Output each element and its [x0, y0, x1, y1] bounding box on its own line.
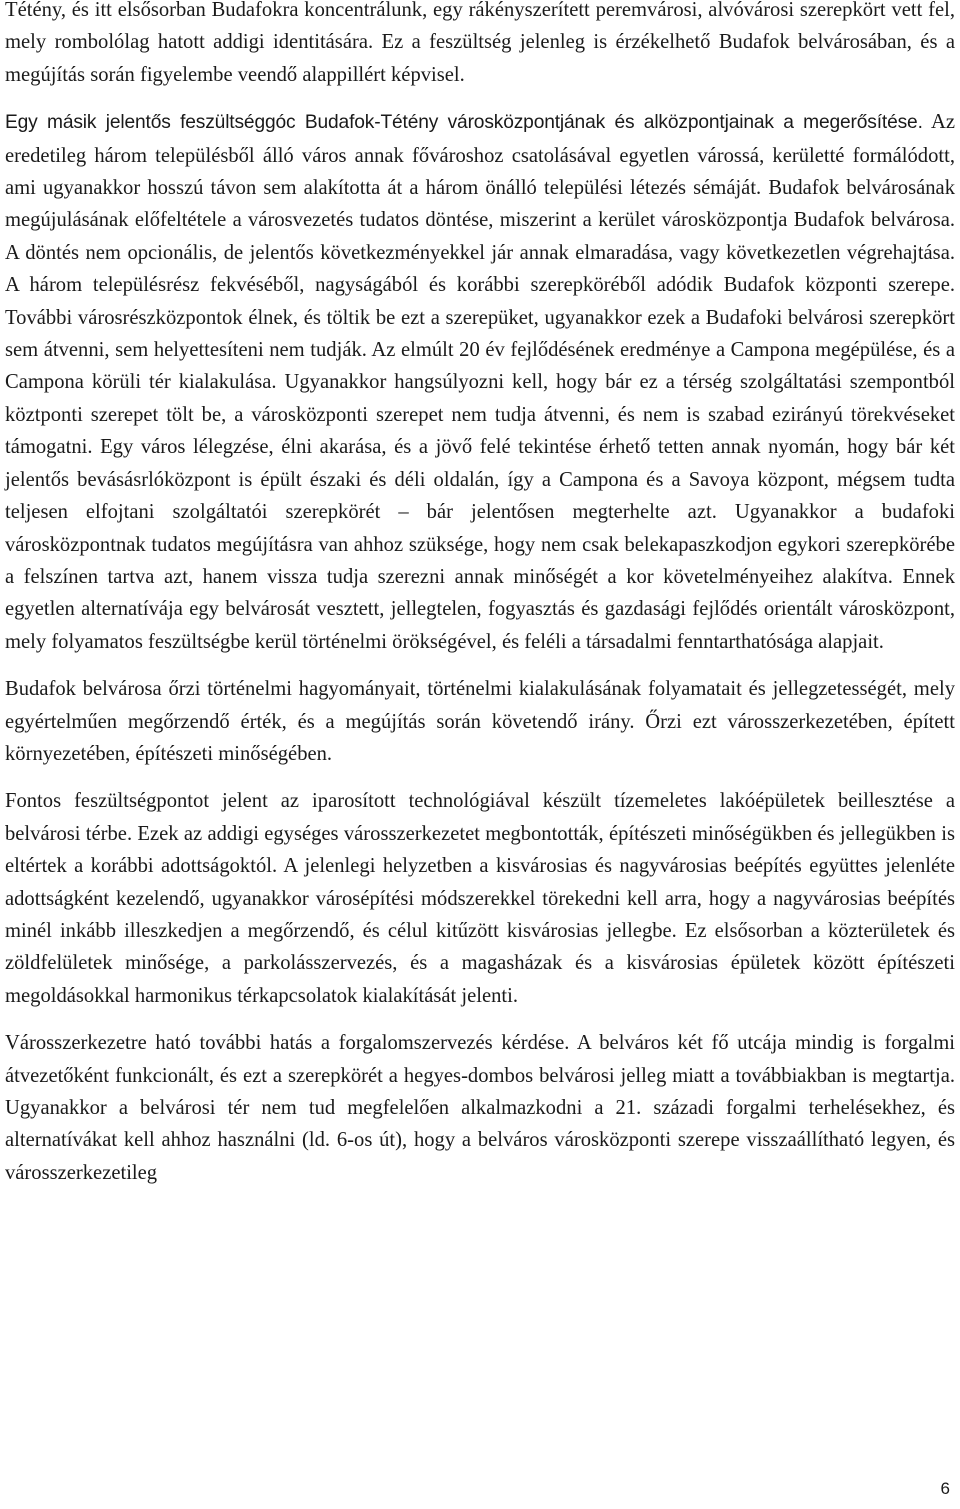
paragraph-2-body: Az eredetileg három településből álló város annak fővároshoz csatolásával egyetlen várossá, kerületté formálódott, ami ugyanakkor hosszú távon sem alakította át a három önálló települési létezés sémáját. Budafok belvárosának megújulásának előfeltétele a városvezetés tudatos döntése, miszerint a kerület városközpontja Budafok belvárosa. A döntés nem opcionális, de jelentős következményekkel jár annak elmaradása, vagy következetlen végrehajtása. A három településrész fekvéséből, nagyságából és korábbi szerepköréből adódik Budafok központi szerepe. További városrészközpontok élnek, és töltik be ezt a szerepüket, ugyanakkor ezek a Budafoki belvárosi szerepkört sem átvenni, sem helyettesíteni nem tudják. Az elmúlt 20 év fejlődésének eredménye a Campona megépülése, és a Campona körüli tér kialakulása. Ugyanakkor hangsúlyozni kell, hogy bár ez a térség szolgáltatási szempontból köztponti szerepet tölt be, a városközponti szerepet nem tudja átvenni, és nem is szabad ezirányú törekvéseket támogatni. Egy város lélegzése, élni akarása, és a jövő felé tekintése érhető tetten annak nyomán, hogy bár két jelentős bevásásrlóközpont is épült északi és déli oldalán, így a Campona és a Savoya központ, mégsem tudta teljesen elfojtani szolgáltatói szerepkörét – bár jelentősen megterhelte azt. Ugyanakkor a budafoki városközpontnak tudatos megújításra van ahhoz szüksége, hogy nem csak belekapaszkodjon egykori szerepkörébe a felszínen tartva azt, hanem vissza tudja szerezni annak minőségét a kor követelményeihez alakítva. Ennek egyetlen alternatívája egy belvárosát vesztett, jellegtelen, fogyasztás és gazdasági fejlődés orientált városközpont, mely folyamatos feszültségbe kerül történelmi örökségével, és feléli a társadalmi fenntarthatósága alapjait.	[5, 111, 956, 653]
page-number: 6	[940, 1479, 950, 1498]
paragraph-2	[5, 106, 955, 658]
document-page	[5, 0, 955, 1189]
paragraph-4: Fontos feszültségpontot jelent az iparosított technológiával készült tízemeletes lakóépületek beillesztése a belvárosi térbe. Ezek az addigi egységes városszerkezetet megbontották, építészeti minőségükben és jellegükben is eltértek a korábbi adottságoktól. A jelenlegi helyzetben a kisvárosias és nagyvárosias beépítés együttes jelenléte adottságként kezelendő, ugyanakkor városépítési módszerekkel törekedni kell arra, hogy a nagyvárosias beépítés minél inkább illeszkedjen a megőrzendő, és célul kitűzött kisvárosias jellegbe. Ez elsősorban a közterületek és zöldfelületek minősége, a parkolásszervezés, és a magasházak és a kisvárosias épületek között építészeti megoldásokkal harmonikus térkapcsolatok kialakítását jelenti.	[5, 790, 955, 1007]
paragraph-2-lead: Egy másik jelentős feszültséggóc Budafok-Tétény városközpontjának és alközpontjainak a megerősítése.	[5, 112, 923, 134]
paragraph-3: Budafok belvárosa őrzi történelmi hagyományait, történelmi kialakulásának folyamatait és jellegzetességét, mely egyértelműen megőrzendő érték, és a megújítás során követendő irány. Őrzi ezt városszerkezetében, épített környezetében, építészeti minőségében.	[5, 678, 955, 765]
paragraph-1: Tétény, és itt elsősorban Budafokra koncentrálunk, egy rákényszerített peremvárosi, alvóvárosi szerepkört vett fel, mely rombolólag hatott addigi identitására. Ez a feszültség jelenleg is érzékelhető Budafok belvárosában, és a megújítás során figyelembe veendő alappillért képvisel.	[5, 0, 955, 86]
paragraph-5: Városszerkezetre ható további hatás a forgalomszervezés kérdése. A belváros két fő utcája mindig is forgalmi átvezetőként funkcionált, és ezt a szerepkörét a hegyes-dombos belvárosi jelleg miatt a továbbiakban is megtartja. Ugyanakkor a belvárosi tér nem tud megfelelően alkalmazkodni a 21. századi forgalmi terhelésekhez, és alternatívákat kell ahhoz használni (ld. 6-os út), hogy a belváros városközponti szerepe visszaállítható legyen, és városszerkezetileg	[5, 1032, 955, 1184]
